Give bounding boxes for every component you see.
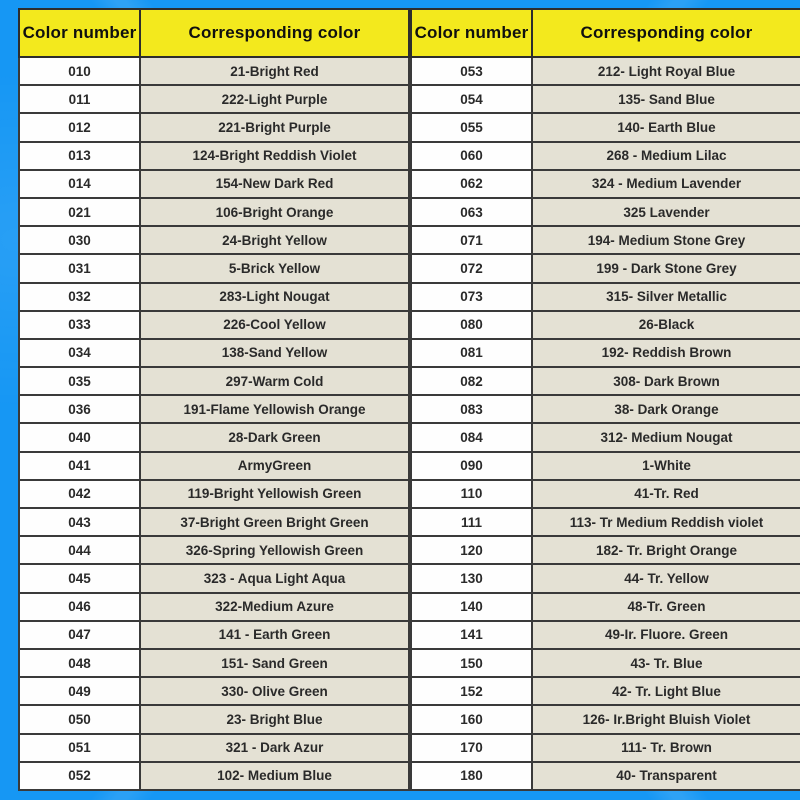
corresponding-color-cell: 135- Sand Blue [532, 85, 800, 113]
corresponding-color-cell: 321 - Dark Azur [140, 734, 409, 762]
table-row [19, 649, 409, 677]
table-row [411, 254, 800, 282]
table-row [19, 283, 409, 311]
table-row [411, 452, 800, 480]
table-row [411, 85, 800, 113]
table-row [411, 564, 800, 592]
table-row [411, 734, 800, 762]
table-row [19, 198, 409, 226]
table-row [411, 705, 800, 733]
column-header-corresponding-color: Corresponding color [532, 9, 800, 57]
corresponding-color-cell: 322-Medium Azure [140, 593, 409, 621]
table-row [411, 649, 800, 677]
table-row [19, 621, 409, 649]
table-row [411, 677, 800, 705]
table-row [411, 113, 800, 141]
color-number-cell: 053 [411, 57, 532, 85]
corresponding-color-cell: 325 Lavender [532, 198, 800, 226]
table-row [411, 536, 800, 564]
corresponding-color-cell: 42- Tr. Light Blue [532, 677, 800, 705]
color-number-cell: 054 [411, 85, 532, 113]
table-row [411, 762, 800, 790]
color-number-cell: 160 [411, 705, 532, 733]
color-number-cell: 042 [19, 480, 140, 508]
color-number-cell: 062 [411, 170, 532, 198]
color-number-cell: 034 [19, 339, 140, 367]
corresponding-color-cell: 297-Warm Cold [140, 367, 409, 395]
color-number-cell: 090 [411, 452, 532, 480]
color-number-cell: 180 [411, 762, 532, 790]
color-number-cell: 014 [19, 170, 140, 198]
header-row [19, 9, 409, 57]
color-number-cell: 050 [19, 705, 140, 733]
color-conversion-tables [18, 8, 782, 791]
corresponding-color-cell: 315- Silver Metallic [532, 283, 800, 311]
table-row [411, 283, 800, 311]
color-number-cell: 063 [411, 198, 532, 226]
corresponding-color-cell: 48-Tr. Green [532, 593, 800, 621]
table-row [19, 593, 409, 621]
corresponding-color-cell: 38- Dark Orange [532, 395, 800, 423]
color-number-cell: 011 [19, 85, 140, 113]
corresponding-color-cell: 40- Transparent [532, 762, 800, 790]
corresponding-color-cell: 23- Bright Blue [140, 705, 409, 733]
corresponding-color-cell: 194- Medium Stone Grey [532, 226, 800, 254]
color-number-cell: 043 [19, 508, 140, 536]
corresponding-color-cell: 140- Earth Blue [532, 113, 800, 141]
color-number-cell: 049 [19, 677, 140, 705]
corresponding-color-cell: 44- Tr. Yellow [532, 564, 800, 592]
corresponding-color-cell: 26-Black [532, 311, 800, 339]
corresponding-color-cell: 1-White [532, 452, 800, 480]
corresponding-color-cell: 124-Bright Reddish Violet [140, 142, 409, 170]
table-row [19, 395, 409, 423]
color-number-cell: 033 [19, 311, 140, 339]
table-row [411, 621, 800, 649]
corresponding-color-cell: 41-Tr. Red [532, 480, 800, 508]
corresponding-color-cell: 192- Reddish Brown [532, 339, 800, 367]
column-header-color-number: Color number [411, 9, 532, 57]
corresponding-color-cell: 28-Dark Green [140, 423, 409, 451]
color-number-cell: 032 [19, 283, 140, 311]
corresponding-color-cell: 102- Medium Blue [140, 762, 409, 790]
color-number-cell: 110 [411, 480, 532, 508]
table-row [411, 226, 800, 254]
table-row [411, 423, 800, 451]
table-row [19, 564, 409, 592]
corresponding-color-cell: 330- Olive Green [140, 677, 409, 705]
header-row [411, 9, 800, 57]
color-table-right [410, 8, 800, 791]
corresponding-color-cell: 199 - Dark Stone Grey [532, 254, 800, 282]
corresponding-color-cell: 111- Tr. Brown [532, 734, 800, 762]
table-row [19, 85, 409, 113]
table-row [19, 536, 409, 564]
corresponding-color-cell: 43- Tr. Blue [532, 649, 800, 677]
color-number-cell: 045 [19, 564, 140, 592]
table-row [19, 170, 409, 198]
table-row [411, 198, 800, 226]
corresponding-color-cell: 154-New Dark Red [140, 170, 409, 198]
corresponding-color-cell: 268 - Medium Lilac [532, 142, 800, 170]
table-row [19, 452, 409, 480]
column-header-color-number: Color number [19, 9, 140, 57]
corresponding-color-cell: 323 - Aqua Light Aqua [140, 564, 409, 592]
color-number-cell: 031 [19, 254, 140, 282]
color-number-cell: 150 [411, 649, 532, 677]
table-row [19, 705, 409, 733]
corresponding-color-cell: 126- Ir.Bright Bluish Violet [532, 705, 800, 733]
color-number-cell: 051 [19, 734, 140, 762]
color-number-cell: 048 [19, 649, 140, 677]
corresponding-color-cell: 312- Medium Nougat [532, 423, 800, 451]
corresponding-color-cell: 182- Tr. Bright Orange [532, 536, 800, 564]
corresponding-color-cell: 326-Spring Yellowish Green [140, 536, 409, 564]
color-number-cell: 071 [411, 226, 532, 254]
column-header-corresponding-color: Corresponding color [140, 9, 409, 57]
color-number-cell: 044 [19, 536, 140, 564]
color-number-cell: 036 [19, 395, 140, 423]
table-row [411, 480, 800, 508]
color-number-cell: 140 [411, 593, 532, 621]
corresponding-color-cell: 37-Bright Green Bright Green [140, 508, 409, 536]
table-row [19, 57, 409, 85]
color-number-cell: 073 [411, 283, 532, 311]
table-row [411, 367, 800, 395]
color-number-cell: 047 [19, 621, 140, 649]
color-number-cell: 082 [411, 367, 532, 395]
table-row [411, 395, 800, 423]
color-number-cell: 083 [411, 395, 532, 423]
corresponding-color-cell: 151- Sand Green [140, 649, 409, 677]
corresponding-color-cell: 49-Ir. Fluore. Green [532, 621, 800, 649]
color-number-cell: 072 [411, 254, 532, 282]
color-number-cell: 013 [19, 142, 140, 170]
color-number-cell: 012 [19, 113, 140, 141]
color-number-cell: 035 [19, 367, 140, 395]
color-number-cell: 040 [19, 423, 140, 451]
corresponding-color-cell: 141 - Earth Green [140, 621, 409, 649]
table-row [19, 677, 409, 705]
corresponding-color-cell: 5-Brick Yellow [140, 254, 409, 282]
color-number-cell: 081 [411, 339, 532, 367]
color-number-cell: 010 [19, 57, 140, 85]
table-row [411, 311, 800, 339]
color-number-cell: 041 [19, 452, 140, 480]
color-number-cell: 055 [411, 113, 532, 141]
table-row [19, 142, 409, 170]
corresponding-color-cell: 21-Bright Red [140, 57, 409, 85]
color-number-cell: 046 [19, 593, 140, 621]
corresponding-color-cell: 113- Tr Medium Reddish violet [532, 508, 800, 536]
table-row [19, 339, 409, 367]
corresponding-color-cell: 212- Light Royal Blue [532, 57, 800, 85]
table-row [19, 480, 409, 508]
color-number-cell: 141 [411, 621, 532, 649]
corresponding-color-cell: 191-Flame Yellowish Orange [140, 395, 409, 423]
corresponding-color-cell: 24-Bright Yellow [140, 226, 409, 254]
table-row [19, 226, 409, 254]
corresponding-color-cell: 138-Sand Yellow [140, 339, 409, 367]
corresponding-color-cell: ArmyGreen [140, 452, 409, 480]
color-number-cell: 170 [411, 734, 532, 762]
color-number-cell: 030 [19, 226, 140, 254]
table-row [19, 311, 409, 339]
color-number-cell: 052 [19, 762, 140, 790]
corresponding-color-cell: 226-Cool Yellow [140, 311, 409, 339]
table-row [19, 508, 409, 536]
table-row [411, 339, 800, 367]
color-number-cell: 021 [19, 198, 140, 226]
color-number-cell: 130 [411, 564, 532, 592]
corresponding-color-cell: 221-Bright Purple [140, 113, 409, 141]
color-table-left [18, 8, 410, 791]
corresponding-color-cell: 308- Dark Brown [532, 367, 800, 395]
table-row [411, 142, 800, 170]
color-number-cell: 084 [411, 423, 532, 451]
table-row [411, 593, 800, 621]
corresponding-color-cell: 283-Light Nougat [140, 283, 409, 311]
table-row [411, 170, 800, 198]
table-row [411, 508, 800, 536]
table-row [19, 423, 409, 451]
corresponding-color-cell: 324 - Medium Lavender [532, 170, 800, 198]
corresponding-color-cell: 119-Bright Yellowish Green [140, 480, 409, 508]
color-number-cell: 060 [411, 142, 532, 170]
table-row [411, 57, 800, 85]
table-row [19, 254, 409, 282]
corresponding-color-cell: 106-Bright Orange [140, 198, 409, 226]
table-row [19, 367, 409, 395]
color-number-cell: 120 [411, 536, 532, 564]
table-row [19, 734, 409, 762]
color-number-cell: 080 [411, 311, 532, 339]
corresponding-color-cell: 222-Light Purple [140, 85, 409, 113]
color-number-cell: 152 [411, 677, 532, 705]
table-row [19, 762, 409, 790]
color-number-cell: 111 [411, 508, 532, 536]
table-row [19, 113, 409, 141]
